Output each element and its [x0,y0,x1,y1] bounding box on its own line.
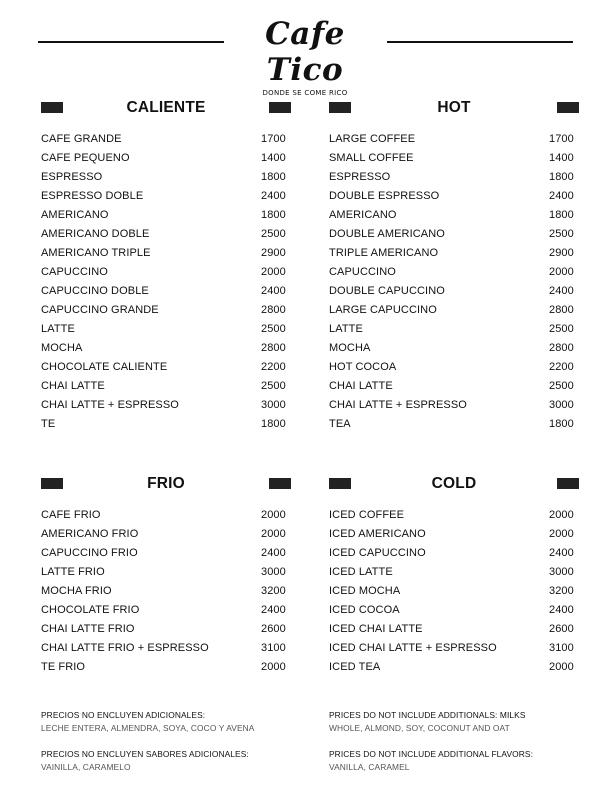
header-rule-left [38,41,224,43]
item-name: AMERICANO [41,209,109,221]
menu-item [329,601,579,620]
menu-item [41,620,291,639]
menu-item [329,130,579,149]
menu-item [329,544,579,563]
item-price: 1800 [261,171,286,183]
item-name: HOT COCOA [329,361,397,373]
item-name: CAFE PEQUENO [41,152,130,164]
item-name: ICED MOCHA [329,585,401,597]
menu-list [329,130,579,434]
item-name: CAPUCCINO [329,266,396,278]
section-title: HOT [437,99,471,116]
item-price: 2500 [261,228,286,240]
note-title: PRICES DO NOT INCLUDE ADDITIONAL FLAVORS: [329,749,534,759]
menu-item [329,320,579,339]
section-header [41,474,291,494]
menu-item [329,506,579,525]
menu-item [41,639,291,658]
item-price: 3000 [261,399,286,411]
item-price: 2400 [261,547,286,559]
item-price: 2600 [549,623,574,635]
item-price: 2000 [549,509,574,521]
menu-item [329,377,579,396]
menu-item [41,263,291,282]
note-body: VANILLA, CARAMEL [329,762,410,772]
item-name: CAPUCCINO [41,266,108,278]
section-title: CALIENTE [126,99,206,116]
section-caliente [41,98,291,434]
item-name: MOCHA [41,342,83,354]
item-price: 2800 [261,342,286,354]
item-name: ESPRESSO DOBLE [41,190,144,202]
item-price: 3200 [261,585,286,597]
item-price: 2400 [549,285,574,297]
item-price: 2400 [549,604,574,616]
item-price: 2500 [261,380,286,392]
menu-item [41,658,291,677]
item-price: 1700 [261,133,286,145]
item-price: 2000 [549,661,574,673]
item-name: LATTE FRIO [41,566,105,578]
note-en-flavor [329,748,594,773]
menu-list [329,506,579,677]
header-rule-right [387,41,573,43]
section-title: FRIO [147,475,185,492]
item-name: CHAI LATTE [329,380,393,392]
menu-item [329,263,579,282]
item-name: TEA [329,418,351,430]
item-name: ICED AMERICANO [329,528,426,540]
item-name: SMALL COFFEE [329,152,414,164]
item-price: 3100 [549,642,574,654]
menu-item [41,563,291,582]
menu-item [329,168,579,187]
item-name: AMERICANO DOBLE [41,228,150,240]
item-name: CHAI LATTE FRIO + ESPRESSO [41,642,209,654]
menu-item [41,506,291,525]
brand-name: Cafe Tico [265,16,345,88]
menu-item [41,358,291,377]
menu-item [41,282,291,301]
item-price: 2400 [261,190,286,202]
menu-item [41,206,291,225]
menu-item [41,168,291,187]
note-en-milk [329,709,594,734]
item-name: ICED CHAI LATTE + ESPRESSO [329,642,497,654]
item-name: MOCHA [329,342,371,354]
item-price: 1400 [261,152,286,164]
item-name: ICED COFFEE [329,509,405,521]
note-es-flavor [41,748,306,773]
item-price: 1700 [549,133,574,145]
item-name: AMERICANO TRIPLE [41,247,151,259]
header-bar-right [557,102,579,113]
item-price: 2000 [261,528,286,540]
header-bar-right [269,478,291,489]
menu-item [41,187,291,206]
menu-item [329,582,579,601]
item-name: CHAI LATTE [41,380,105,392]
menu-item [329,525,579,544]
note-title: PRECIOS NO ENCLUYEN ADICIONALES: [41,710,206,720]
section-header [41,98,291,118]
item-name: LARGE CAPUCCINO [329,304,437,316]
item-price: 2000 [549,528,574,540]
item-name: DOUBLE AMERICANO [329,228,445,240]
item-price: 2800 [261,304,286,316]
item-price: 2000 [261,509,286,521]
item-price: 2000 [261,661,286,673]
header-bar-right [269,102,291,113]
item-price: 2000 [549,266,574,278]
menu-item [41,582,291,601]
menu-item [329,658,579,677]
section-hot [329,98,579,434]
menu-item [41,544,291,563]
item-price: 3000 [549,566,574,578]
item-price: 2500 [549,228,574,240]
item-name: CHAI LATTE FRIO [41,623,135,635]
item-price: 3200 [549,585,574,597]
brand-tagline: DONDE SE COME RICO [262,89,348,97]
item-price: 1800 [549,209,574,221]
item-name: CHAI LATTE + ESPRESSO [41,399,179,411]
item-name: CAFE FRIO [41,509,101,521]
section-header [329,98,579,118]
menu-item [329,149,579,168]
item-price: 3000 [549,399,574,411]
item-name: AMERICANO [329,209,397,221]
item-name: ICED CHAI LATTE [329,623,423,635]
section-frio [41,474,291,677]
item-name: ESPRESSO [41,171,103,183]
item-name: DOUBLE CAPUCCINO [329,285,445,297]
item-price: 2600 [261,623,286,635]
menu-item [329,244,579,263]
menu-item [41,225,291,244]
item-name: CAPUCCINO DOBLE [41,285,149,297]
item-name: TE [41,418,56,430]
note-body: VAINILLA, CARAMELO [41,762,131,772]
item-name: DOUBLE ESPRESSO [329,190,440,202]
menu-item [41,601,291,620]
item-price: 2500 [261,323,286,335]
item-name: TRIPLE AMERICANO [329,247,439,259]
item-name: MOCHA FRIO [41,585,112,597]
item-price: 2500 [549,323,574,335]
item-name: CAPUCCINO GRANDE [41,304,159,316]
note-body: WHOLE, ALMOND, SOY, COCONUT AND OAT [329,723,510,733]
item-price: 2200 [261,361,286,373]
item-name: ICED CAPUCCINO [329,547,426,559]
menu-item [41,301,291,320]
menu-item [329,639,579,658]
item-name: CHOCOLATE CALIENTE [41,361,168,373]
item-name: ICED COCOA [329,604,400,616]
item-price: 1800 [261,209,286,221]
item-name: LATTE [329,323,363,335]
note-title: PRICES DO NOT INCLUDE ADDITIONALS: MILKS [329,710,526,720]
item-price: 3100 [261,642,286,654]
item-price: 2200 [549,361,574,373]
item-price: 2500 [549,380,574,392]
menu-item [329,187,579,206]
menu-item [41,244,291,263]
item-name: ICED LATTE [329,566,393,578]
item-price: 2400 [261,604,286,616]
menu-item [329,282,579,301]
menu-item [41,525,291,544]
item-name: ESPRESSO [329,171,391,183]
menu-item [41,149,291,168]
menu-item [41,396,291,415]
menu-item [329,301,579,320]
note-body: LECHE ENTERA, ALMENDRA, SOYA, COCO Y AVENA [41,723,255,733]
item-price: 3000 [261,566,286,578]
item-price: 2000 [261,266,286,278]
item-name: ICED TEA [329,661,381,673]
header-bar-right [557,478,579,489]
menu-item [329,620,579,639]
menu-item [41,339,291,358]
item-name: AMERICANO FRIO [41,528,139,540]
section-header [329,474,579,494]
item-price: 1800 [549,418,574,430]
item-price: 1800 [549,171,574,183]
item-name: CHAI LATTE + ESPRESSO [329,399,467,411]
note-es-milk [41,709,306,734]
item-price: 1400 [549,152,574,164]
brand-logo [230,16,380,98]
item-name: CAPUCCINO FRIO [41,547,138,559]
item-price: 1800 [261,418,286,430]
item-price: 2400 [549,547,574,559]
menu-list [41,506,291,677]
menu-item [329,225,579,244]
menu-item [329,396,579,415]
item-name: LARGE COFFEE [329,133,416,145]
menu-item [329,339,579,358]
item-price: 2900 [261,247,286,259]
section-cold [329,474,579,677]
menu-item [41,320,291,339]
item-name: LATTE [41,323,75,335]
item-name: CHOCOLATE FRIO [41,604,140,616]
note-title: PRECIOS NO ENCLUYEN SABORES ADICIONALES: [41,749,249,759]
item-price: 2800 [549,342,574,354]
menu-item [41,415,291,434]
item-price: 2400 [261,285,286,297]
item-name: TE FRIO [41,661,86,673]
menu-item [329,415,579,434]
menu-list [41,130,291,434]
menu-item [41,377,291,396]
item-price: 2400 [549,190,574,202]
menu-item [329,206,579,225]
menu-item [41,130,291,149]
menu-item [329,563,579,582]
item-name: CAFE GRANDE [41,133,122,145]
item-price: 2800 [549,304,574,316]
menu-item [329,358,579,377]
section-title: COLD [431,475,477,492]
item-price: 2900 [549,247,574,259]
